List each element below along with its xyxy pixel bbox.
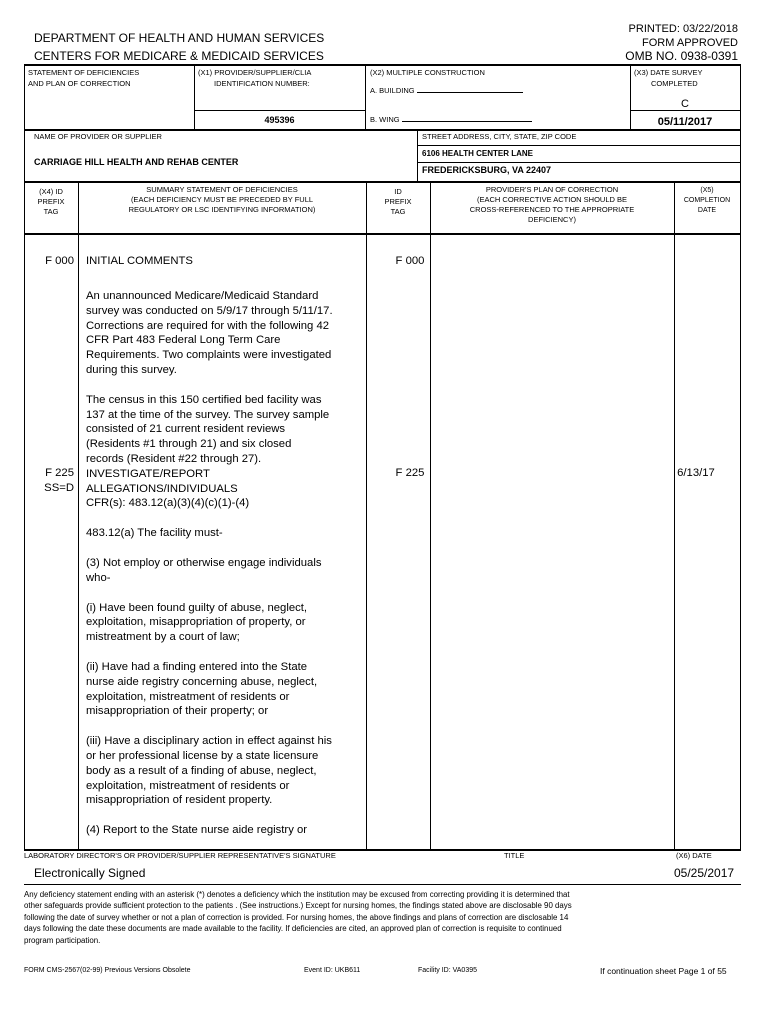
x5-line: (X5) [700,187,714,194]
form-number: FORM CMS-2567(02-99) Previous Versions Obsolete [24,967,191,974]
signature-label: LABORATORY DIRECTOR'S OR PROVIDER/SUPPLIER REPRESENTATIVE'S SIGNATURE [24,851,336,860]
survey-letter: C [681,98,689,110]
x6-date-label: (X6) DATE [676,851,712,860]
frame-top-line [24,64,741,66]
address-line2: FREDERICKSBURG, VA 22407 [422,165,552,175]
initial-comments-heading: INITIAL COMMENTS [86,255,193,267]
summary-line: SUMMARY STATEMENT OF DEFICIENCIES [146,185,298,194]
x5-line: DATE [697,207,717,214]
col-summary-header [78,185,366,215]
summary-line: REGULATORY OR LSC IDENTIFYING INFORMATION) [128,205,316,214]
tag-id-f225: F 225 [395,467,425,479]
col-id-header [366,187,430,217]
x2-label: (X2) MULTIPLE CONSTRUCTION [370,68,485,77]
statement-label: STATEMENT OF DEFICIENCIES [28,68,140,77]
tag-id-f000: F 000 [395,255,425,267]
omb-number: OMB NO. 0938-0391 [625,49,738,63]
disciplinary-paragraph: (iii) Have a disciplinary action in effect against his or her professional license by a state licensure body as a result of a finding of abuse, neglect, exploitation, mistreatment of residents or misappropriation of resident property. [86,735,332,807]
col-plan-header [430,185,674,225]
event-id: Event ID: UKB611 [304,967,361,974]
wing-label-text: B. WING [370,115,400,124]
report-paragraph: (4) Report to the State nurse aide registry or [86,824,308,837]
x3-label: COMPLETED [651,79,698,88]
x5-line: COMPLETION [683,197,731,204]
completion-date: 6/13/17 [677,467,715,479]
divider [24,181,741,183]
not-employ-paragraph: (3) Not employ or otherwise engage individuals who- [86,556,322,584]
centers-title: CENTERS FOR MEDICARE & MEDICAID SERVICES [34,49,324,63]
tag-prefix-f225: F 225 [45,467,74,479]
scope-severity: SS=D [44,482,74,494]
title-label: TITLE [504,851,525,860]
form-approved: FORM APPROVED [642,37,738,49]
f225-heading-1: INVESTIGATE/REPORT [86,467,210,480]
wing-label [370,113,532,125]
cfr-reference: CFR(s): 483.12(a)(3)(4)(c)(1)-(4) [86,497,250,510]
registry-paragraph: (ii) Have had a finding entered into the State nurse aide registry concerning abuse, neglect, exploitation, mistreatment of residents or misappropriation of their property; or [86,660,318,718]
tag-prefix-f000: F 000 [45,255,74,267]
divider [24,129,741,131]
building-label [370,84,523,96]
disclaimer-text: Any deficiency statement ending with an asterisk (*) denotes a deficiency which the institution may be excused from correcting providing it is determined that other safeguards provide sufficient protection to the patients . (See instructions.) Except for nursing homes, the findings stated above are disclosable 90 days following the date of survey whether or not a plan of correction is provided. For nursing homes, the above findings and plans of correction are disclosable 14 days following the date these documents are made available to the facility. If deficiencies are cited, an approved plan of correction is requisite to continued program participation. [24,890,572,945]
x3-label: (X3) DATE SURVEY [634,68,703,77]
guilty-paragraph: (i) Have been found guilty of abuse, neglect, exploitation, misappropriation of property, or mistreatment by a court of law; [86,601,308,644]
f225-heading-2: ALLEGATIONS/INDIVIDUALS [86,482,238,495]
divider [24,884,741,885]
divider [24,233,741,235]
col-x5-header [674,186,740,216]
address-line1: 6106 HEALTH CENTER LANE [422,149,533,158]
census-paragraph: The census in this 150 certified bed facility was 137 at the time of the survey. The survey sample consisted of 21 current resident reviews (Residents #1 through 21) and six closed records (Resident #22 through 27). [86,393,330,465]
summary-line: (EACH DEFICIENCY MUST BE PRECEDED BY FULL [130,195,314,204]
col-divider [430,181,431,850]
divider [365,64,366,129]
col-divider [674,181,675,850]
x4-line: PREFIX [37,197,65,206]
continuation-page: If continuation sheet Page 1 of 55 [600,966,727,976]
signature-date: 05/25/2017 [674,866,735,880]
provider-id-number: 495396 [264,115,295,125]
plan-line: (EACH CORRECTIVE ACTION SHOULD BE [476,195,628,204]
facility-id: Facility ID: VA0395 [418,967,478,974]
content-column [86,289,366,838]
x1-label: (X1) PROVIDER/SUPPLIER/CLIA [198,68,312,77]
plan-line: DEFICIENCY) [528,215,576,224]
facility-must-paragraph: 483.12(a) The facility must- [86,527,223,540]
divider [417,145,740,146]
id-line: TAG [390,207,406,216]
address-label: STREET ADDRESS, CITY, STATE, ZIP CODE [422,132,577,141]
building-label-text: A. BUILDING [370,86,415,95]
signature-value: Electronically Signed [34,866,146,880]
x4-line: TAG [43,207,59,216]
plan-line: CROSS-REFERENCED TO THE APPROPRIATE [469,205,635,214]
wing-field [402,113,532,122]
provider-name: CARRIAGE HILL HEALTH AND REHAB CENTER [34,157,239,167]
statement-label: AND PLAN OF CORRECTION [28,79,131,88]
x4-line: (X4) ID [39,187,63,196]
department-title: DEPARTMENT OF HEALTH AND HUMAN SERVICES [34,31,325,45]
divider [417,129,418,182]
divider [417,162,740,163]
survey-paragraph: An unannounced Medicare/Medicaid Standard survey was conducted on 5/9/17 through 5/11/17. Corrections are required for with the following 42 CFR Part 483 Federal Long Term Care Requirements. Two complaints were investigated during this survey. [86,290,333,376]
col-divider [366,181,367,850]
col-x4-header [24,187,78,217]
id-line: PREFIX [384,197,412,206]
col-divider [78,181,79,850]
id-line: ID [394,187,402,196]
printed-date: PRINTED: 03/22/2018 [628,23,738,35]
divider [194,110,365,111]
survey-date: 05/11/2017 [657,116,713,128]
plan-line: PROVIDER'S PLAN OF CORRECTION [485,185,619,194]
provider-name-label: NAME OF PROVIDER OR SUPPLIER [34,132,162,141]
x1-label: IDENTIFICATION NUMBER: [214,79,310,88]
building-field [417,84,523,93]
